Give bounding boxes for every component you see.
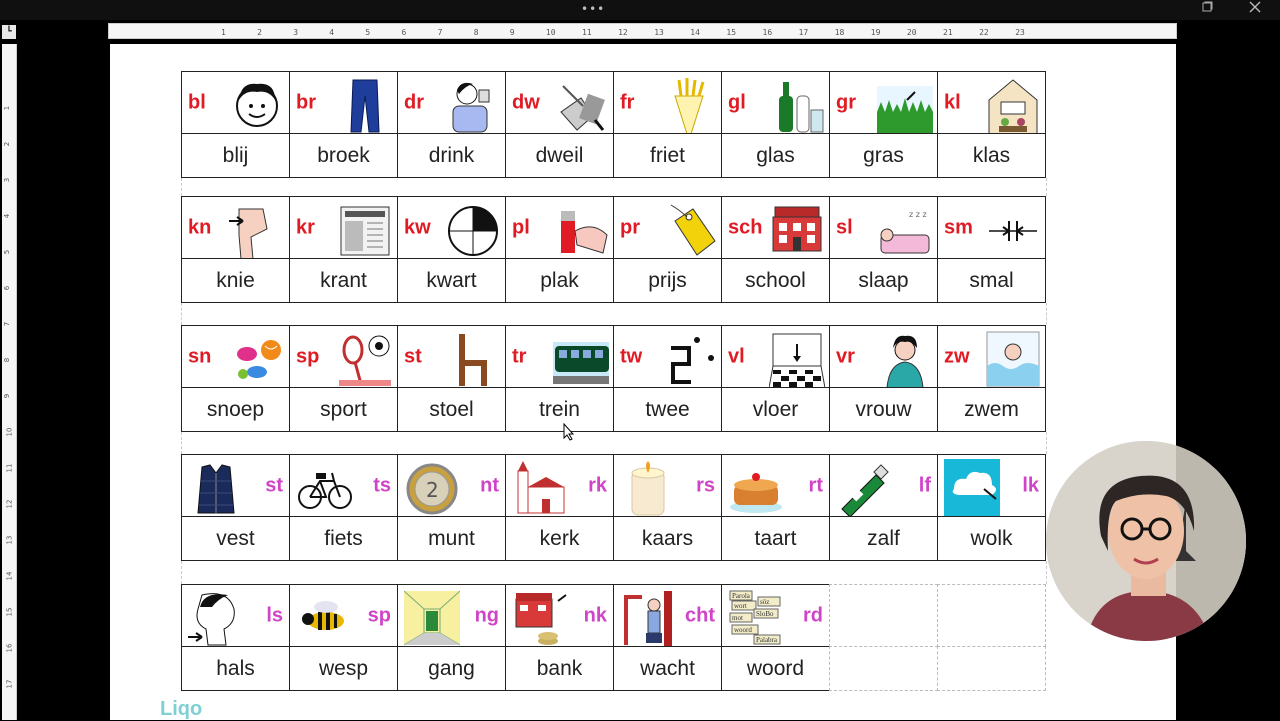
word-cell-zwem[interactable] [937,387,1046,432]
word-cell-kerk[interactable] [505,516,614,561]
coda-cluster-label: nk [583,604,607,626]
swimming-icon [985,330,1041,388]
word-label: woord [746,656,805,680]
word-label: plak [540,268,579,292]
ruler-number: 9 [509,28,515,37]
ruler-number: 5 [3,249,12,255]
picture-cell-friet[interactable] [613,71,722,134]
neck-icon [188,589,244,647]
grass-icon [877,76,933,134]
svg-text:söz: söz [760,598,770,606]
word-label: twee [645,397,690,421]
coda-cluster-label: lf [918,474,931,496]
word-label: trein [539,397,580,421]
close-icon[interactable] [1249,1,1261,17]
svg-text:woord: woord [734,626,752,634]
svg-text:Parola: Parola [732,592,750,600]
fries-icon [661,76,717,134]
onset-cluster-label: sch [728,216,763,238]
coda-cluster-label: rs [696,474,715,496]
onset-cluster-label: pr [620,216,640,238]
svg-text:mot: mot [732,614,743,622]
row-spacer [181,178,1047,196]
ruler-number: 8 [3,357,12,363]
word-label: fiets [324,526,363,550]
window-titlebar [0,0,1280,20]
word-label: vloer [752,397,799,421]
word-cell-vest[interactable] [181,516,290,561]
word-label: blij [222,143,249,167]
classroom-icon [985,76,1041,134]
picture-cell-dweil[interactable] [505,71,614,134]
empty-cell[interactable] [937,646,1046,691]
picture-cell-krant[interactable] [289,196,398,259]
onset-cluster-label: gl [728,91,746,113]
ruler-number: 21 [943,28,953,37]
tab-stop-selector[interactable]: ┗ [2,25,16,39]
webcam-overlay [1046,441,1246,641]
word-label: friet [649,143,685,167]
svg-text:Palabra: Palabra [756,636,777,644]
ruler-number: 18 [834,28,845,37]
ruler-number: 2 [3,141,12,147]
quarter-circle-icon [445,201,501,259]
glue-stick-icon [553,201,609,259]
picture-cell-zalf[interactable] [829,454,938,517]
coda-cluster-label: cht [685,604,715,626]
coda-cluster-label: ls [266,604,283,626]
vest-icon [188,459,244,517]
onset-cluster-label: kl [944,91,961,113]
word-cell-blij[interactable] [181,133,290,178]
vertical-ruler[interactable] [2,44,17,720]
ruler-number: 6 [401,28,407,37]
picture-cell-snoep[interactable] [181,325,290,388]
word-label: knie [216,268,255,292]
word-label: kwart [426,268,477,292]
ruler-number: 6 [3,285,12,291]
ruler-number: 17 [798,28,809,37]
train-icon [553,330,609,388]
word-cell-woord[interactable] [721,646,830,691]
picture-cell-vloer[interactable] [721,325,830,388]
empty-cell[interactable] [829,584,938,647]
picture-cell-slaap[interactable] [829,196,938,259]
picture-cell-munt[interactable] [397,454,506,517]
word-label: zalf [867,526,900,550]
word-cell-zalf[interactable] [829,516,938,561]
ruler-number: 5 [365,28,371,37]
empty-cell[interactable] [937,584,1046,647]
sport-icon [337,330,393,388]
cake-icon [728,459,784,517]
word-cell-sport[interactable] [289,387,398,432]
ruler-number: 23 [1015,28,1025,37]
coda-cluster-label: rd [803,604,823,626]
picture-cell-fiets[interactable] [289,454,398,517]
ruler-number: 10 [5,427,14,437]
word-cell-kaars[interactable] [613,516,722,561]
word-label: glas [756,143,795,167]
coda-cluster-label: nt [480,474,499,496]
ruler-number: 7 [437,28,443,37]
onset-cluster-label: dw [512,91,540,113]
onset-cluster-label: zw [944,345,970,367]
word-cell-taart[interactable] [721,516,830,561]
row-spacer [181,432,1047,454]
liqo-logo: Liqo [160,698,203,720]
word-cell-wacht[interactable] [613,646,722,691]
picture-cell-kwart[interactable] [397,196,506,259]
picture-cell-gang[interactable] [397,584,506,647]
ruler-number: 19 [870,28,881,37]
ruler-number: 22 [979,28,989,37]
coda-cluster-label: rt [808,474,823,496]
coda-cluster-label: st [265,474,283,496]
onset-cluster-label: dr [404,91,424,113]
onset-cluster-label: sl [836,216,853,238]
cloud-icon [944,459,1000,517]
ruler-number: 16 [762,28,773,37]
picture-cell-sport[interactable] [289,325,398,388]
ruler-number: 8 [473,28,479,37]
onset-cluster-label: sn [188,345,212,367]
picture-cell-zwem[interactable] [937,325,1046,388]
picture-cell-kaars[interactable] [613,454,722,517]
picture-cell-twee[interactable] [613,325,722,388]
word-cell-gang[interactable] [397,646,506,691]
ruler-number: 13 [5,535,14,545]
woman-icon [877,330,933,388]
picture-cell-stoel[interactable] [397,325,506,388]
onset-cluster-label: sp [296,345,320,367]
word-label: prijs [648,268,687,292]
word-cell-trein[interactable] [505,387,614,432]
bicycle-icon [296,459,352,517]
word-cell-friet[interactable] [613,133,722,178]
coda-cluster-label: lk [1022,474,1039,496]
knee-icon [229,201,285,259]
word-cell-broek[interactable] [289,133,398,178]
person-drinking-icon [445,76,501,134]
word-cell-klas[interactable] [937,133,1046,178]
word-label: smal [969,268,1014,292]
word-cell-vloer[interactable] [721,387,830,432]
word-cell-knie[interactable] [181,258,290,303]
picture-cell-hals[interactable] [181,584,290,647]
onset-cluster-label: vl [728,345,745,367]
word-label: vest [216,526,255,550]
onset-cluster-label: sm [944,216,973,238]
newspaper-icon [337,201,393,259]
word-cell-gras[interactable] [829,133,938,178]
onset-cluster-label: tw [620,345,643,367]
word-cell-munt[interactable] [397,516,506,561]
candle-icon [620,459,676,517]
word-label: wesp [318,656,369,680]
ruler-number: 1 [221,28,226,37]
picture-cell-kerk[interactable] [505,454,614,517]
onset-cluster-label: fr [620,91,635,113]
ruler-number: 16 [5,643,14,653]
word-cell-smal[interactable] [937,258,1046,303]
picture-cell-knie[interactable] [181,196,290,259]
word-cell-stoel[interactable] [397,387,506,432]
svg-text:wort: wort [734,602,747,610]
bank-icon [512,589,568,647]
coda-cluster-label: ng [474,604,499,626]
onset-cluster-label: pl [512,216,530,238]
row-spacer [181,303,1047,325]
picture-cell-smal[interactable] [937,196,1046,259]
coda-cluster-label: sp [367,604,391,626]
wasp-icon [296,589,352,647]
word-label: zwem [964,397,1019,421]
picture-cell-wesp[interactable] [289,584,398,647]
onset-cluster-label: bl [188,91,206,113]
picture-cell-vrouw[interactable] [829,325,938,388]
word-label: sport [320,397,367,421]
menu-dots[interactable]: ••• [581,2,606,16]
sleeping-icon [877,201,933,259]
mop-bucket-icon [553,76,609,134]
ruler-number: 7 [3,321,12,327]
word-label: wolk [970,526,1013,550]
word-label: school [745,268,806,292]
ruler-number: 9 [3,393,12,399]
ruler-number: 17 [5,679,14,689]
ruler-number: 20 [906,28,917,37]
picture-cell-taart[interactable] [721,454,830,517]
price-tag-icon [661,201,717,259]
word-cell-prijs[interactable] [613,258,722,303]
word-cell-bank[interactable] [505,646,614,691]
picture-cell-wacht[interactable] [613,584,722,647]
bottle-glass-icon [769,76,825,134]
row-spacer [181,561,1047,584]
word-label: taart [754,526,797,550]
word-cell-hals[interactable] [181,646,290,691]
ruler-number: 15 [726,28,737,37]
svg-text:z z z: z z z [909,210,927,219]
picture-cell-klas[interactable] [937,71,1046,134]
chair-icon [445,330,501,388]
picture-cell-trein[interactable] [505,325,614,388]
picture-cell-vest[interactable] [181,454,290,517]
picture-cell-prijs[interactable] [613,196,722,259]
word-label: gang [428,656,475,680]
word-label: broek [317,143,370,167]
picture-cell-bank[interactable] [505,584,614,647]
coda-cluster-label: rk [588,474,607,496]
word-label: klas [972,143,1011,167]
picture-cell-blij[interactable] [181,71,290,134]
ruler-number: 10 [545,28,556,37]
ruler-number: 4 [329,28,335,37]
word-cell-slaap[interactable] [829,258,938,303]
mouse-cursor [563,423,575,445]
ruler-number: 12 [618,28,628,37]
word-cell-school[interactable] [721,258,830,303]
narrow-arrows-icon [985,201,1041,259]
word-label: krant [320,268,367,292]
onset-cluster-label: kr [296,216,315,238]
word-cell-wesp[interactable] [289,646,398,691]
number-two-icon [661,330,717,388]
word-cell-snoep[interactable] [181,387,290,432]
onset-cluster-label: kw [404,216,431,238]
ruler-number: 3 [293,28,299,37]
word-label: kaars [641,526,694,550]
word-label: munt [428,526,475,550]
ruler-number: 12 [5,499,14,509]
word-cell-kwart[interactable] [397,258,506,303]
picture-cell-school[interactable] [721,196,830,259]
word-label: slaap [858,268,909,292]
word-label: dweil [535,143,584,167]
word-label: gras [863,143,904,167]
trousers-icon [337,76,393,134]
word-label: hals [216,656,255,680]
svg-text:SloBo: SloBo [756,610,774,618]
word-label: vrouw [855,397,912,421]
waiting-icon [620,589,676,647]
onset-cluster-label: gr [836,91,856,113]
restore-icon[interactable] [1201,1,1213,17]
picture-cell-glas[interactable] [721,71,830,134]
word-cell-wolk[interactable] [937,516,1046,561]
happy-face-icon [229,76,285,134]
word-label: kerk [539,526,580,550]
word-label: bank [536,656,583,680]
word-cell-krant[interactable] [289,258,398,303]
word-label: snoep [206,397,265,421]
word-cell-dweil[interactable] [505,133,614,178]
onset-cluster-label: tr [512,345,527,367]
word-cell-plak[interactable] [505,258,614,303]
ruler-number: 15 [5,607,14,617]
onset-cluster-label: st [404,345,422,367]
floor-icon [769,330,825,388]
picture-cell-plak[interactable] [505,196,614,259]
empty-cell[interactable] [829,646,938,691]
onset-cluster-label: br [296,91,316,113]
onset-cluster-label: vr [836,345,855,367]
word-label: stoel [429,397,474,421]
picture-cell-drink[interactable] [397,71,506,134]
word-cell-twee[interactable] [613,387,722,432]
svg-text:2: 2 [426,478,439,502]
words-icon [728,589,784,647]
ruler-number: 13 [654,28,664,37]
ruler-number: 4 [3,213,12,219]
horizontal-ruler[interactable] [108,23,1177,39]
ruler-number: 11 [5,463,14,473]
picture-cell-wolk[interactable] [937,454,1046,517]
ruler-number: 3 [3,177,12,183]
ointment-icon [836,459,892,517]
word-cell-drink[interactable] [397,133,506,178]
hallway-icon [404,589,460,647]
word-cell-fiets[interactable] [289,516,398,561]
coda-cluster-label: ts [373,474,391,496]
ruler-number: 2 [257,28,262,37]
word-cell-glas[interactable] [721,133,830,178]
ruler-number: 14 [690,28,700,37]
ruler-number: 14 [5,571,14,581]
ruler-number: 1 [3,105,12,111]
word-label: drink [428,143,475,167]
candy-icon [229,330,285,388]
ruler-number: 11 [582,28,592,37]
coin-icon [404,459,460,517]
onset-cluster-label: kn [188,216,212,238]
church-icon [512,459,568,517]
word-label: wacht [640,656,695,680]
picture-cell-gras[interactable] [829,71,938,134]
word-cell-vrouw[interactable] [829,387,938,432]
picture-cell-woord[interactable] [721,584,830,647]
picture-cell-broek[interactable] [289,71,398,134]
school-building-icon [769,201,825,259]
